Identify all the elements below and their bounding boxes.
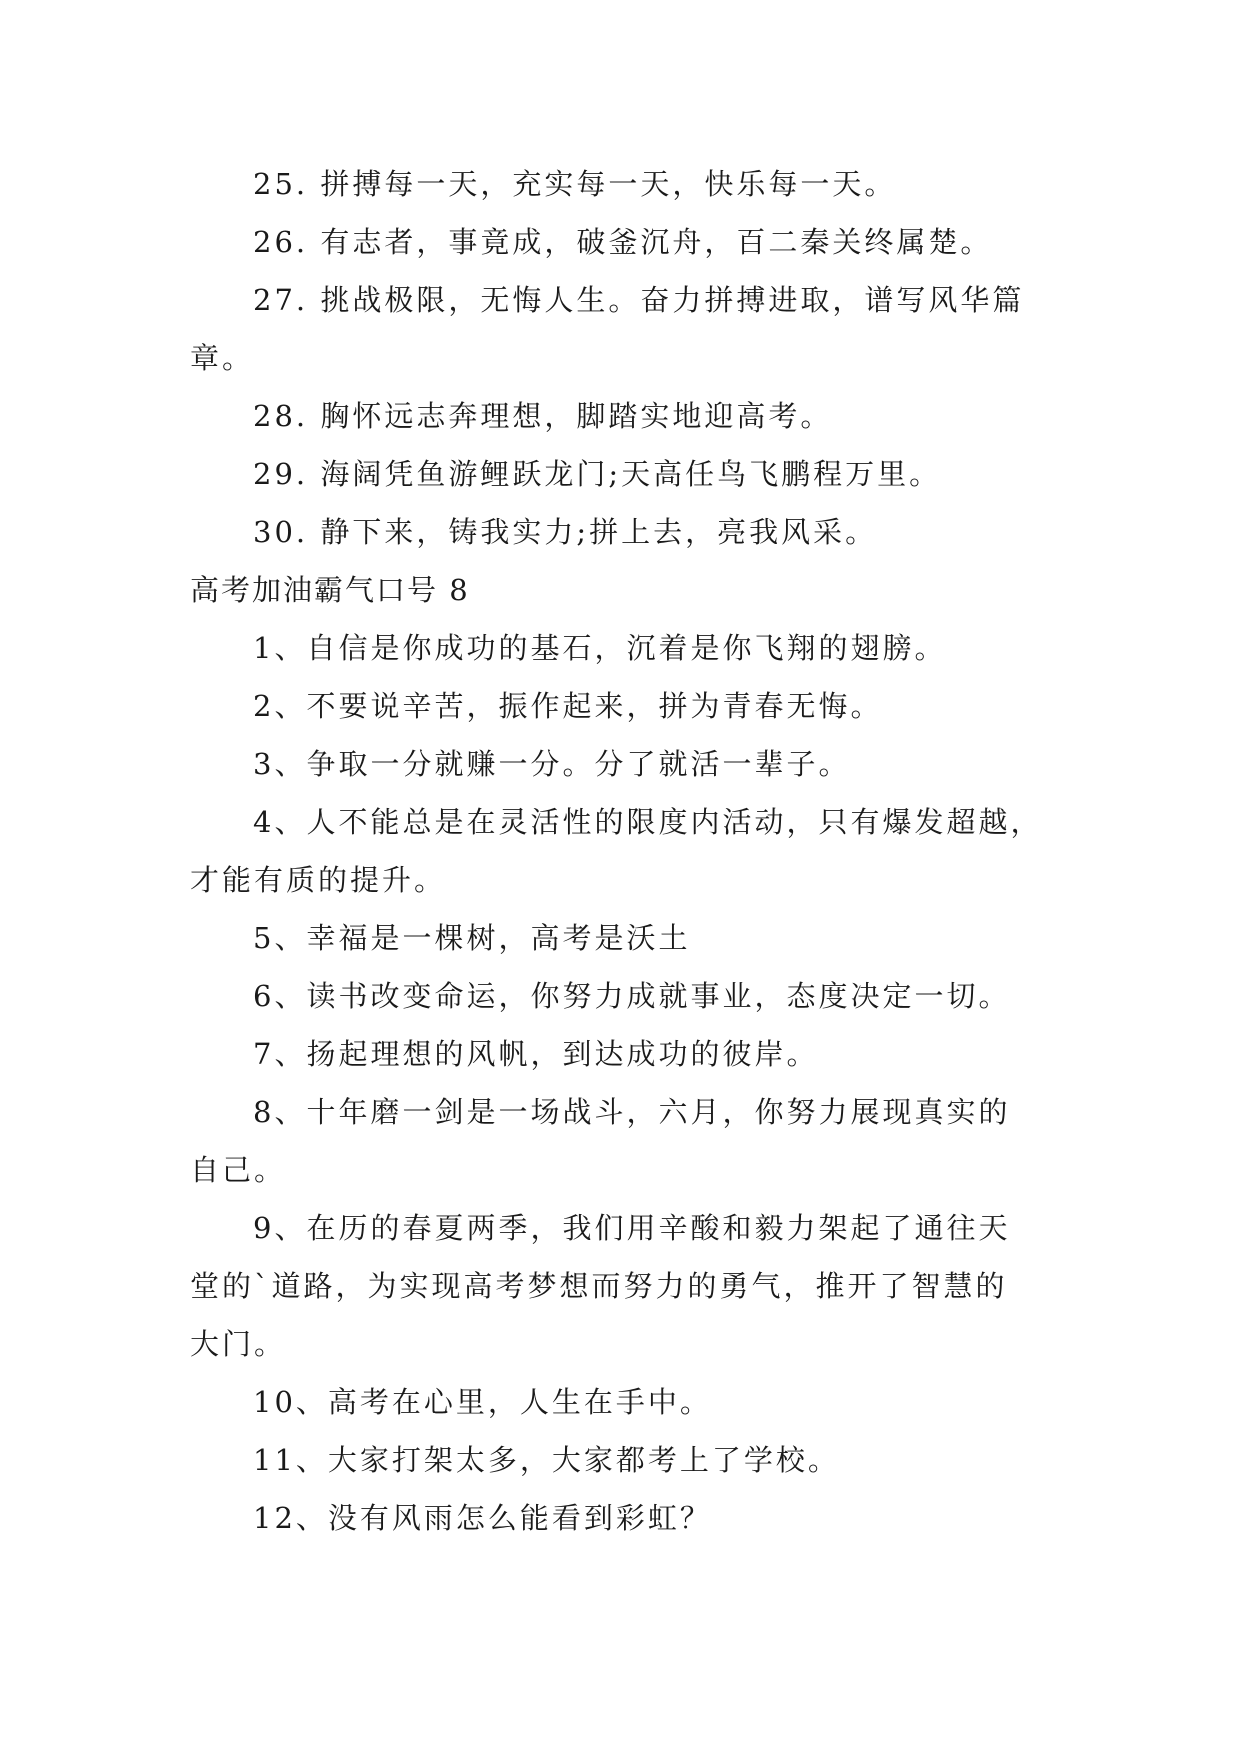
slogan-line-27: 27. 挑战极限，无悔人生。奋力拼搏进取，谱写风华篇 [253, 283, 1025, 317]
slogan-line-9-cont-1: 堂的`道路，为实现高考梦想而努力的勇气，推开了智慧的 [190, 1269, 1008, 1303]
slogan-line-5: 5、幸福是一棵树，高考是沃土 [253, 921, 691, 955]
section-heading: 高考加油霸气口号 8 [190, 573, 470, 607]
slogan-line-30: 30. 静下来，铸我实力;拼上去，亮我风采。 [253, 515, 878, 549]
slogan-line-29: 29. 海阔凭鱼游鲤跃龙门;天高任鸟飞鹏程万里。 [253, 457, 942, 491]
slogan-line-4-cont: 才能有质的提升。 [190, 863, 447, 897]
slogan-line-6: 6、读书改变命运，你努力成就事业，态度决定一切。 [253, 979, 1011, 1013]
slogan-line-7: 7、扬起理想的风帆，到达成功的彼岸。 [253, 1037, 819, 1071]
slogan-line-2: 2、不要说辛苦，振作起来，拼为青春无悔。 [253, 689, 883, 723]
slogan-line-25: 25. 拼搏每一天，充实每一天，快乐每一天。 [253, 167, 897, 201]
slogan-line-9-cont-2: 大门。 [190, 1327, 287, 1361]
slogan-line-11: 11、大家打架太多，大家都考上了学校。 [253, 1443, 840, 1477]
slogan-line-1: 1、自信是你成功的基石，沉着是你飞翔的翅膀。 [253, 631, 947, 665]
slogan-line-8-cont: 自己。 [190, 1153, 287, 1187]
slogan-line-12: 12、没有风雨怎么能看到彩虹？ [253, 1501, 712, 1535]
slogan-line-27-cont: 章。 [190, 341, 255, 375]
slogan-line-26: 26. 有志者，事竟成，破釜沉舟，百二秦关终属楚。 [253, 225, 993, 259]
slogan-line-3: 3、争取一分就赚一分。分了就活一辈子。 [253, 747, 851, 781]
slogan-line-9: 9、在历的春夏两季，我们用辛酸和毅力架起了通往天 [253, 1211, 1011, 1245]
document-body [190, 155, 1060, 1547]
slogan-line-28: 28. 胸怀远志奔理想，脚踏实地迎高考。 [253, 399, 833, 433]
slogan-line-10: 10、高考在心里，人生在手中。 [253, 1385, 712, 1419]
slogan-line-8: 8、十年磨一剑是一场战斗，六月，你努力展现真实的 [253, 1095, 1011, 1129]
slogan-line-4: 4、人不能总是在灵活性的限度内活动，只有爆发超越， [253, 805, 1043, 839]
